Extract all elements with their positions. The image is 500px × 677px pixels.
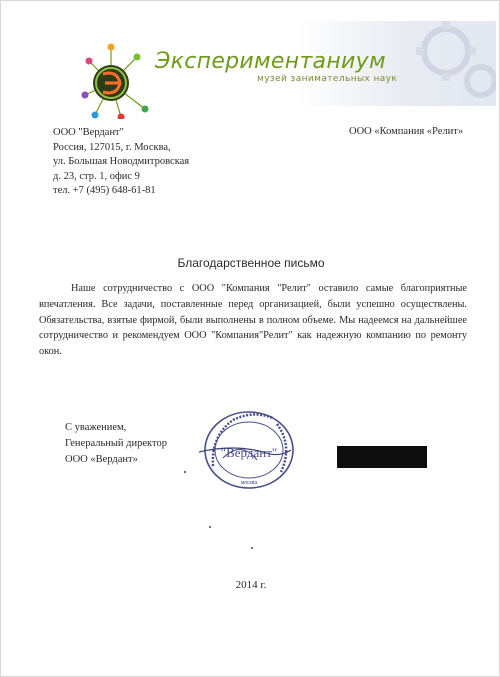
- recipient-name: ООО «Компания «Релит»: [349, 126, 464, 137]
- closing-line: С уважением,: [65, 422, 127, 433]
- stamp-center-text: "Вердант": [220, 445, 278, 460]
- atom-logo-icon: [81, 43, 161, 119]
- speck: [184, 471, 186, 473]
- speck: [251, 547, 253, 549]
- redacted-signature: [337, 446, 427, 468]
- stamp-footer-text: москва: [240, 480, 258, 486]
- closing-line: Генеральный директор: [65, 438, 167, 449]
- sender-line: ООО "Вердант": [53, 127, 124, 138]
- speck: [209, 526, 211, 528]
- sender-line: тел. +7 (495) 648-61-81: [53, 185, 156, 196]
- letter-body: [39, 281, 467, 360]
- closing-line: ООО «Вердант»: [65, 454, 138, 465]
- sender-line: д. 23, стр. 1, офис 9: [53, 170, 140, 182]
- closing-block: [65, 420, 167, 468]
- company-stamp: [193, 406, 298, 491]
- letterhead: [81, 21, 491, 116]
- brand-name: Экспериментаниум: [155, 49, 386, 74]
- sender-address: [53, 126, 189, 199]
- brand-subtitle: музей занимательных наук: [257, 74, 398, 84]
- letter-title: Благодарственное письмо: [177, 256, 325, 270]
- sender-line: ул. Большая Новодмитровская: [53, 156, 190, 167]
- letter-year: 2014 г.: [235, 579, 267, 591]
- sender-line: Россия, 127015, г. Москва,: [53, 141, 171, 153]
- body-paragraph: Наше сотрудничество с ООО "Компания "Релит" оставило самые благоприятные впечатления. Все задачи, поставленные перед организацией, были успешно осуществлены. Обязательства, взятые фирмой, были выполнены в полном объеме. Мы надеемся на дальнейшее сотрудничество и рекомендуем ООО "Компания"Релит" как надежную компанию по ремонту окон.: [39, 283, 467, 358]
